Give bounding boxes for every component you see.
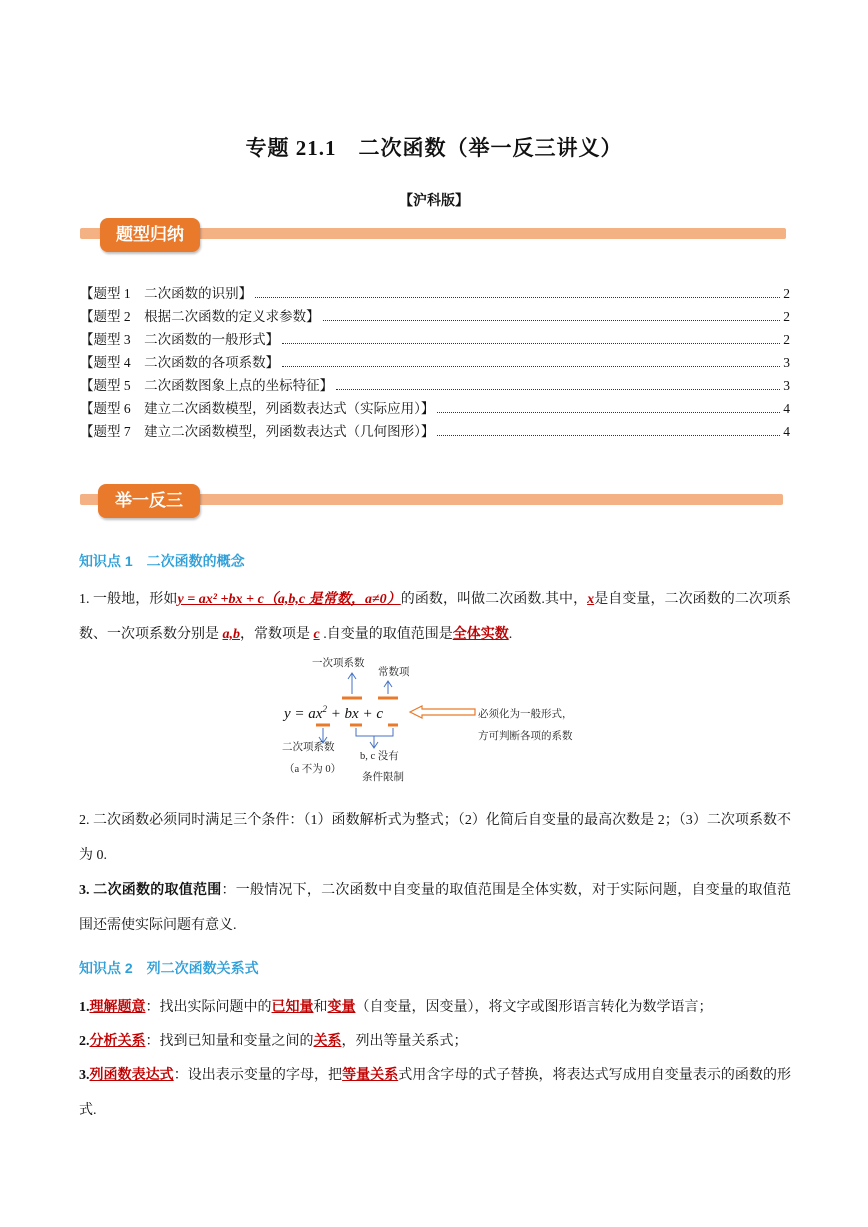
- key-term: 列函数表达式: [89, 1068, 174, 1083]
- toc-page-number: 2: [783, 309, 790, 324]
- toc-leader-dots: [437, 412, 780, 413]
- text: ：找出实际问题中的: [145, 1000, 272, 1015]
- label-right-note-2: 方可判断各项的系数: [478, 731, 573, 742]
- text: （自变量，因变量），将文字或图形语言转化为数学语言；: [355, 1000, 713, 1015]
- label-linear-coefficient: 一次项系数: [312, 658, 365, 669]
- key-term: 分析关系: [89, 1034, 146, 1049]
- variable-x: x: [587, 592, 595, 607]
- text: 是自变量，二次函数的二次项系数、一次项系数分别是: [79, 592, 792, 642]
- label-quadratic-note: （a 不为 0）: [284, 764, 342, 775]
- kp1-paragraph-2: 2. 二次函数必须同时满足三个条件：（1）函数解析式为整式；（2）化简后自变量的最高次数是 2；（3）二次项系数不为 0.: [79, 813, 791, 863]
- item-number: 3.: [79, 1068, 90, 1083]
- general-form-diagram: [270, 650, 610, 785]
- bold-term: 3. 二次函数的取值范围: [79, 883, 222, 898]
- item-number: 2.: [79, 1034, 90, 1049]
- label-quadratic-coefficient: 二次项系数: [282, 742, 335, 753]
- toc-entry[interactable]: [80, 305, 790, 328]
- toc-entry[interactable]: [80, 397, 790, 420]
- toc-page-number: 2: [783, 332, 790, 347]
- label-right-note-1: 必须化为一般形式，: [478, 709, 573, 720]
- key-term: 关系: [313, 1034, 342, 1049]
- key-term: 变量: [327, 1000, 356, 1015]
- item-number: 1.: [79, 1000, 90, 1015]
- text: 1. 一般地，形如: [79, 592, 178, 607]
- toc-entry[interactable]: [80, 328, 790, 351]
- label-constant-term: 常数项: [378, 667, 410, 678]
- general-form-formula: y = ax² +bx + c（a,b,c 是常数，a≠0）: [177, 592, 401, 607]
- toc-entry-label: 【题型 7 建立二次函数模型，列函数表达式（几何图形）】: [80, 424, 435, 439]
- section-label-practice: 举一反三: [98, 484, 200, 518]
- all-real-numbers: 全体实数: [452, 627, 509, 642]
- text: 和: [313, 1000, 328, 1015]
- toc-entry[interactable]: [80, 420, 790, 443]
- toc-entry-label: 【题型 4 二次函数的各项系数】: [80, 355, 280, 370]
- toc-entry-label: 【题型 5 二次函数图象上点的坐标特征】: [80, 378, 334, 393]
- knowledge-point-heading: 知识点 2 列二次函数关系式: [79, 960, 259, 976]
- kp2-item-2: [79, 1024, 791, 1059]
- label-bc-note-2: 条件限制: [362, 772, 404, 783]
- toc-entry-label: 【题型 2 根据二次函数的定义求参数】: [80, 309, 320, 324]
- section-label-question-types: 题型归纳: [100, 218, 200, 252]
- toc-entry-label: 【题型 1 二次函数的识别】: [80, 286, 253, 301]
- toc-page-number: 3: [783, 355, 790, 370]
- text: ：找到已知量和变量之间的: [145, 1034, 314, 1049]
- table-of-contents: [80, 282, 790, 443]
- toc-page-number: 3: [783, 378, 790, 393]
- key-term: 等量关系: [342, 1068, 399, 1083]
- text: ：设出表示变量的字母，把: [173, 1068, 343, 1083]
- diagram-equation: $y = ax^2$ + bx + c: [284, 704, 383, 722]
- label-bc-note-1: b, c 没有: [360, 751, 399, 762]
- key-term: 理解题意: [89, 1000, 146, 1015]
- text: 的函数，叫做二次函数.其中，: [400, 592, 588, 607]
- toc-entry[interactable]: [80, 351, 790, 374]
- text: ，列出等量关系式；: [341, 1034, 468, 1049]
- toc-entry-label: 【题型 6 建立二次函数模型，列函数表达式（实际应用）】: [80, 401, 435, 416]
- toc-leader-dots: [336, 389, 780, 390]
- text: ，常数项是: [240, 627, 314, 642]
- toc-page-number: 4: [783, 424, 790, 439]
- toc-leader-dots: [437, 435, 780, 436]
- toc-leader-dots: [282, 366, 780, 367]
- knowledge-point-heading: 知识点 1 二次函数的概念: [79, 553, 245, 569]
- coefficients-ab: a,b: [222, 627, 240, 642]
- toc-page-number: 2: [783, 286, 790, 301]
- toc-entry[interactable]: [80, 374, 790, 397]
- page-subtitle: 【沪科版】: [399, 194, 469, 209]
- constant-c: c: [313, 627, 320, 642]
- toc-page-number: 4: [783, 401, 790, 416]
- toc-leader-dots: [255, 297, 780, 298]
- kp1-paragraph-1: [79, 582, 791, 652]
- kp1-paragraph-3: [79, 873, 791, 943]
- key-term: 已知量: [271, 1000, 314, 1015]
- text: 式用含字母的式子替换，将表达式写成用自变量表示的函数的形式.: [79, 1068, 792, 1118]
- toc-leader-dots: [323, 320, 781, 321]
- page-title: 专题 21.1 二次函数（举一反三讲义）: [245, 136, 623, 160]
- kp2-item-3: [79, 1058, 791, 1128]
- text: .自变量的取值范围是: [319, 627, 453, 642]
- text: .: [508, 627, 513, 642]
- toc-entry[interactable]: [80, 282, 790, 305]
- toc-leader-dots: [282, 343, 780, 344]
- text: ：一般情况下，二次函数中自变量的取值范围是全体实数，对于实际问题，自变量的取值范围还需使实际问题有意义.: [79, 883, 792, 933]
- toc-entry-label: 【题型 3 二次函数的一般形式】: [80, 332, 280, 347]
- kp2-item-1: [79, 990, 791, 1025]
